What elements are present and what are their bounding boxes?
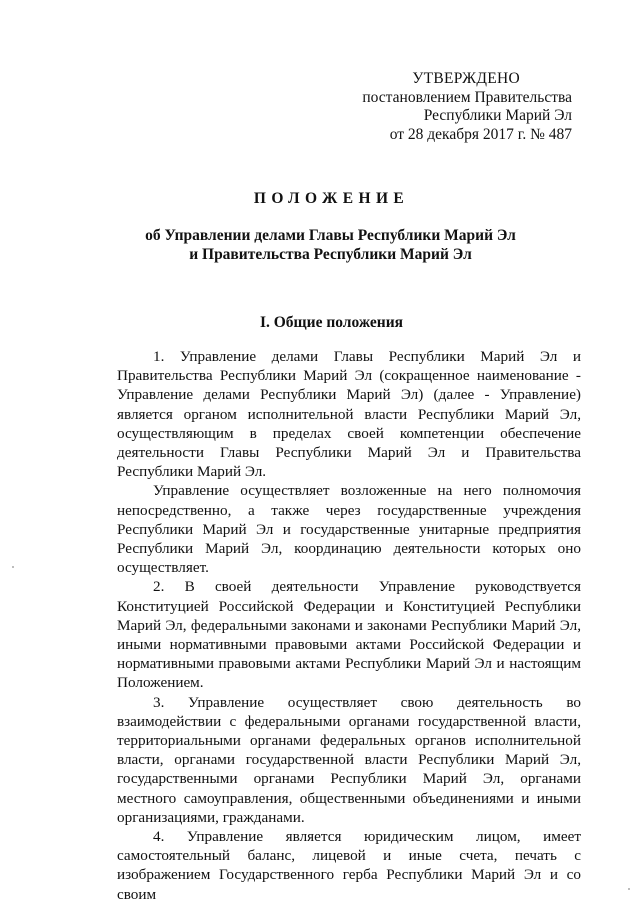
subtitle-line-1: об Управлении делами Главы Республики Марий Эл xyxy=(145,227,516,244)
approval-line-1: постановлением Правительства xyxy=(362,88,572,106)
paragraph-3: 3. Управление осуществляет свою деятельность во взаимодействии с федеральными органами государственной власти, территориальными органами федеральных органов исполнительной власти, органами государственной власти Республики Марий Эл, государственными органами Республики Марий Эл, органами местного самоуправления, общественными объединениями и иными организациями, гражданами. xyxy=(117,693,581,826)
subtitle-line-2: и Правительства Республики Марий Эл xyxy=(189,246,472,263)
section-heading: I. Общие положения xyxy=(259,314,404,331)
paragraph-1-continued: Управление осуществляет возложенные на него полномочия непосредственно, а также через государственные учреждения Республики Марий Эл и государственные унитарные предприятия Республики Марий Эл, координацию деятельности которых оно осуществляет. xyxy=(117,482,581,577)
paragraph-2: 2. В своей деятельности Управление руководствуется Конституцией Российской Федерации и Конституцией Республики Марий Эл, федеральными законами и законами Республики Марий Эл, иными нормативными правовыми актами Российской Федерации и нормативными правовыми актами Республики Марий Эл и настоящим Положением. xyxy=(117,578,581,692)
approval-heading: УТВЕРЖДЕНО xyxy=(412,70,520,87)
scan-speck xyxy=(628,888,630,890)
scan-speck xyxy=(12,566,14,568)
approval-line-3: от 28 декабря 2017 г. № 487 xyxy=(389,125,572,143)
paragraph-1: 1. Управление делами Главы Республики Марий Эл и Правительства Республики Марий Эл (сокращенное наименование - Управление делами Республики Марий Эл) (далее - Управление) является органом исполнительной власти Республики Марий Эл, осуществляющим в пределах своей компетенции обеспечение деятельности Главы Республики Марий Эл и Правительства Республики Марий Эл. xyxy=(117,348,581,481)
paragraph-4: 4. Управление является юридическим лицом, имеет самостоятельный баланс, лицевой и иные счета, печать с изображением Государственного герба Республики Марий Эл и со своим xyxy=(117,828,581,903)
approval-line-2: Республики Марий Эл xyxy=(423,107,572,124)
approval-block xyxy=(300,70,572,144)
document-title: ПОЛОЖЕНИЕ xyxy=(253,190,410,207)
document-body xyxy=(117,347,581,904)
document-subtitle xyxy=(0,226,639,264)
